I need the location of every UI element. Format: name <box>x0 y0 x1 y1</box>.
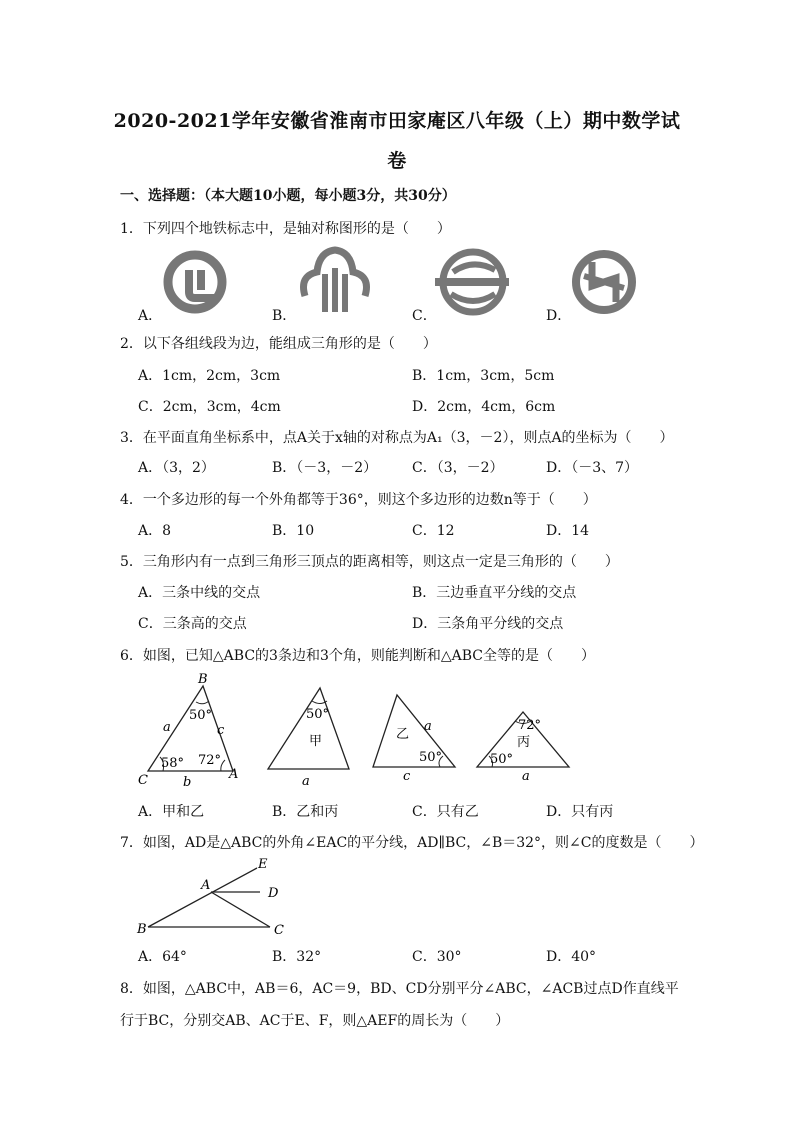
q5-option-b: B．三边垂直平分线的交点 <box>412 585 577 601</box>
q3-option-c: C．（3，－2） <box>412 460 504 476</box>
fig6-jia-angle: 50° <box>306 707 330 722</box>
fig7-label-C: C <box>274 923 284 938</box>
q1-option-b: B． <box>272 308 297 324</box>
q7-option-c: C．30° <box>412 949 462 965</box>
fig7-label-B: B <box>137 922 147 937</box>
q6-option-b: B．乙和丙 <box>272 804 339 820</box>
fig6-label-A: A <box>229 767 239 782</box>
question-3-stem: 3．在平面直角坐标系中，点A关于x轴的对称点为A₁（3，－2），则点A的坐标为（ ） <box>120 430 674 446</box>
q6-option-d: D．只有丙 <box>546 804 614 820</box>
question-5-stem: 5．三角形内有一点到三角形三顶点的距离相等，则这点一定是三角形的（ ） <box>120 554 619 570</box>
fig6-bing-side: a <box>522 769 530 784</box>
q2-option-c: C．2cm，3cm，4cm <box>138 399 281 415</box>
fig7-label-E: E <box>258 857 268 872</box>
fig6-angle-C: 58° <box>161 756 185 771</box>
fig7-label-A: A <box>201 878 211 893</box>
fig6-label-C: C <box>138 773 148 788</box>
fig6-bing-label: 丙 <box>517 735 531 750</box>
question-1-logos <box>0 245 794 325</box>
q6-option-a: A．甲和乙 <box>138 804 205 820</box>
q7-option-b: B．32° <box>272 949 322 965</box>
q3-option-d: D．（－3、7） <box>546 460 639 476</box>
question-8-stem: 8．如图，△ABC中，AB＝6，AC＝9，BD、CD分别平分∠ABC，∠ACB过点D作直线平 <box>120 981 679 997</box>
exam-title-line2: 卷 <box>387 150 407 172</box>
q5-option-a: A．三条中线的交点 <box>138 585 261 601</box>
fig6-yi-angle: 50° <box>419 750 443 765</box>
metro-logo-circle-icon <box>576 254 632 310</box>
q7-option-d: D．40° <box>546 949 597 965</box>
fig6-bing-angle1: 72° <box>518 718 542 733</box>
fig6-label-b: b <box>183 775 192 790</box>
fig6-jia-side: a <box>302 774 310 789</box>
question-2-stem: 2．以下各组线段为边，能组成三角形的是（ ） <box>120 336 437 352</box>
q1-option-a: A． <box>138 308 163 324</box>
q5-option-c: C．三条高的交点 <box>138 616 247 632</box>
question-1-stem: 1．下列四个地铁标志中，是轴对称图形的是（ ） <box>120 221 451 237</box>
fig6-bing-angle2: 50° <box>490 752 514 767</box>
fig6-yi-side-c: c <box>403 769 411 784</box>
section-heading: 一、选择题：（本大题10小题，每小题3分，共30分） <box>120 188 456 204</box>
q7-option-a: A．64° <box>138 949 187 965</box>
metro-logo-q-icon <box>168 255 222 309</box>
fig6-yi-label: 乙 <box>396 727 410 742</box>
fig6-angle-A: 72° <box>198 753 222 768</box>
fig6-angle-B: 50° <box>189 708 213 723</box>
fig6-label-a: a <box>163 720 171 735</box>
metro-logo-s-icon <box>435 252 509 312</box>
q1-option-d: D． <box>546 308 572 324</box>
question-6-stem: 6．如图，已知△ABC的3条边和3个角，则能判断和△ABC全等的是（ ） <box>120 648 595 664</box>
question-6-figure <box>0 668 794 790</box>
q3-option-a: A．（3，2） <box>138 460 215 476</box>
q2-option-d: D．2cm，4cm，6cm <box>412 399 556 415</box>
q1-option-c: C． <box>412 308 437 324</box>
question-7-stem: 7．如图，AD是△ABC的外角∠EAC的平分线，AD∥BC，∠B＝32°，则∠C的度数是（ ） <box>120 835 704 851</box>
fig6-jia-label: 甲 <box>309 734 323 749</box>
metro-logo-tree-icon <box>304 250 367 312</box>
q5-option-d: D．三条角平分线的交点 <box>412 616 564 632</box>
question-7-figure <box>0 852 794 938</box>
fig6-label-c: c <box>217 723 225 738</box>
fig6-label-B: B <box>198 672 208 687</box>
question-4-stem: 4．一个多边形的每一个外角都等于36°，则这个多边形的边数n等于（ ） <box>120 492 597 508</box>
exam-title-line1: 2020-2021学年安徽省淮南市田家庵区八年级（上）期中数学试 <box>113 110 681 132</box>
question-8-stem-cont: 行于BC，分别交AB、AC于E、F，则△AEF的周长为（ ） <box>120 1013 510 1029</box>
q2-option-a: A．1cm，2cm，3cm <box>138 368 281 384</box>
fig7-label-D: D <box>268 886 279 901</box>
q2-option-b: B．1cm，3cm，5cm <box>412 368 555 384</box>
fig6-yi-side-a: a <box>424 719 432 734</box>
q6-option-c: C．只有乙 <box>412 804 479 820</box>
q3-option-b: B．（－3，－2） <box>272 460 378 476</box>
q4-option-b: B．10 <box>272 523 315 539</box>
q4-option-a: A．8 <box>138 523 172 539</box>
q4-option-c: C．12 <box>412 523 455 539</box>
q4-option-d: D．14 <box>546 523 590 539</box>
